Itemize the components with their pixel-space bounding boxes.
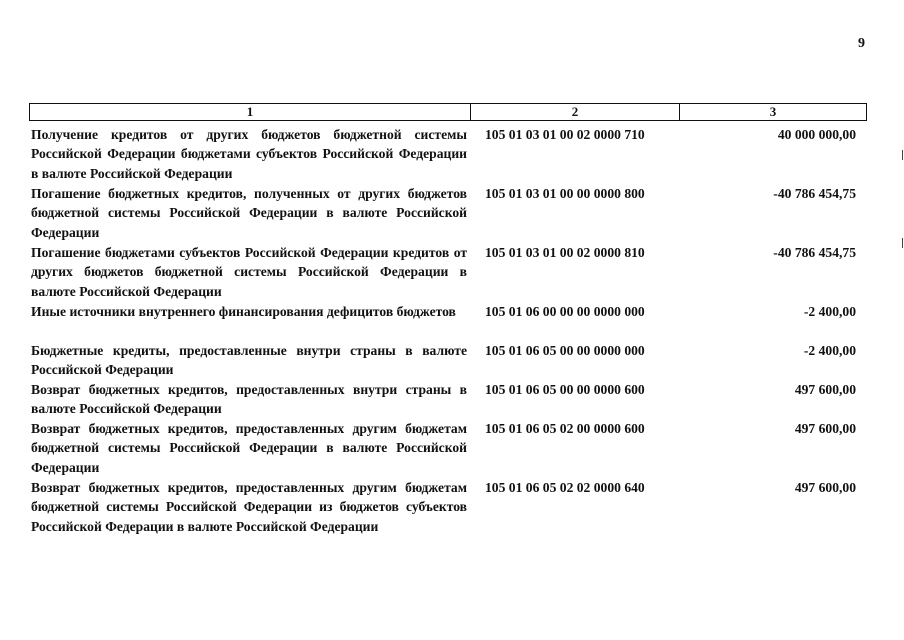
row-name: Погашение бюджетами субъектов Российской Федерации кредитов от других бюджетов бюджетной системы Российской Федерации в валюте Российской Федерации [31,245,467,299]
page-number: 9 [858,36,865,51]
row-name: Иные источники внутреннего финансирования дефицитов бюджетов [31,304,456,319]
table-row [29,184,867,243]
sources-financing-table [29,103,867,537]
row-name: Возврат бюджетных кредитов, предоставленных внутри страны в валюте Российской Федерации [31,382,467,417]
row-name: Погашение бюджетных кредитов, полученных от других бюджетов бюджетной системы Российской Федерации в валюте Российской Федерации [31,186,467,240]
row-amount: -2 400,00 [803,304,856,319]
table-row [29,380,867,419]
row-code: 105 01 06 05 00 00 0000 600 [485,382,645,397]
row-code: 105 01 06 05 02 02 0000 640 [485,480,645,495]
table-row [29,302,867,341]
column-header-3: 3 [769,104,777,119]
column-header-2: 2 [471,104,680,120]
table-row [29,478,867,537]
row-name: Получение кредитов от других бюджетов бюджетной системы Российской Федерации бюджетами субъектов Российской Федерации в валюте Российской Федерации [31,127,467,181]
table-row [29,419,867,478]
row-code: 105 01 06 00 00 00 0000 000 [485,304,645,319]
row-name: Возврат бюджетных кредитов, предоставленных другим бюджетам бюджетной системы Российской Федерации в валюте Российской Федерации [31,421,467,475]
table-row [29,341,867,380]
row-amount: 40 000 000,00 [777,127,856,142]
row-code: 105 01 06 05 02 00 0000 600 [485,421,645,436]
table-row [29,243,867,302]
table-body [29,125,867,537]
row-amount: -40 786 454,75 [773,245,856,260]
row-amount: -2 400,00 [803,343,856,358]
scan-edge-mark [902,238,903,248]
row-name: Возврат бюджетных кредитов, предоставленных другим бюджетам бюджетной системы Российской Федерации из бюджетов субъектов Российской Федерации в валюте Российской Федерации [31,480,467,534]
table-row [29,125,867,184]
scan-edge-mark [902,150,903,160]
row-amount: 497 600,00 [794,421,856,436]
column-header-1: 1 [30,104,471,120]
row-amount: 497 600,00 [794,480,856,495]
row-code: 105 01 03 01 00 02 0000 710 [485,127,645,142]
row-amount: 497 600,00 [794,382,856,397]
row-code: 105 01 03 01 00 02 0000 810 [485,245,645,260]
row-amount: -40 786 454,75 [773,186,856,201]
table-header-row [29,103,867,121]
row-name: Бюджетные кредиты, предоставленные внутри страны в валюте Российской Федерации [31,343,467,378]
row-code: 105 01 03 01 00 00 0000 800 [485,186,645,201]
row-code: 105 01 06 05 00 00 0000 000 [485,343,645,358]
